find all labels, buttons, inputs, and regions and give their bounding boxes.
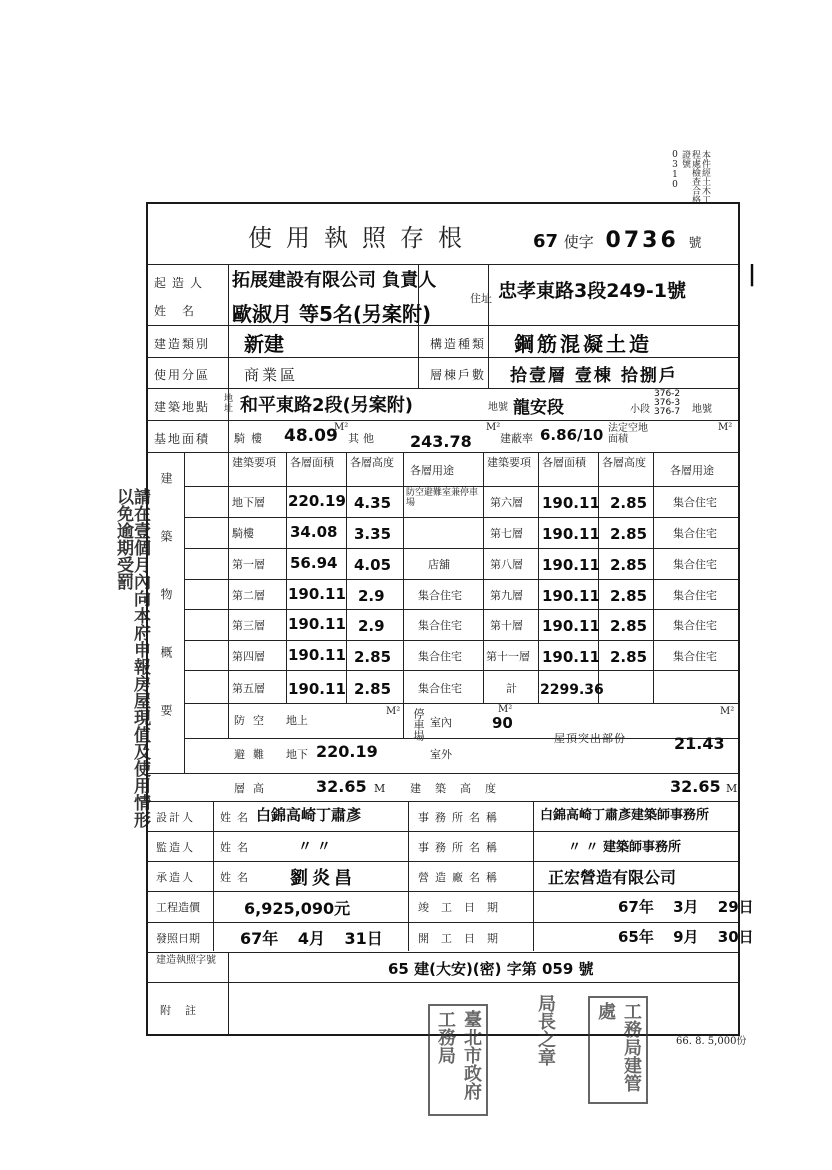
area-other-label: 其他 xyxy=(348,432,378,445)
print-run: 66. 8. 5,000份 xyxy=(676,1036,747,1047)
floor-area: 34.08 xyxy=(290,523,338,541)
floor-height: 2.85 xyxy=(354,680,392,698)
floor-area: 190.11 xyxy=(542,648,600,666)
floor-total-label: 計 xyxy=(506,682,517,695)
floor-name: 第七層 xyxy=(490,527,523,540)
hdr-right-height: 各層高度 xyxy=(602,456,646,469)
contractor-firm: 正宏營造有限公司 xyxy=(548,868,677,887)
builder-name-label: 姓名 xyxy=(154,304,211,318)
floor-area: 190.11 xyxy=(542,587,600,605)
floor-height: 2.85 xyxy=(610,556,648,574)
roof-value: 21.43 xyxy=(674,734,725,753)
contractor-label: 承造人 xyxy=(156,871,195,884)
floor-area: 190.11 xyxy=(288,680,346,698)
designer-label: 設計人 xyxy=(156,811,195,824)
builder-address-label: 住址 xyxy=(470,292,492,305)
license-digits: 0736 xyxy=(605,228,679,253)
hdr-right-area: 各層面積 xyxy=(542,456,586,469)
area-label: 基地面積 xyxy=(154,432,211,446)
builder-person: 歐淑月 等5名(另案附) xyxy=(232,302,432,326)
floor-name: 第六層 xyxy=(490,496,523,509)
floor-area: 190.11 xyxy=(542,617,600,635)
hdr-right-item: 建築要項 xyxy=(487,456,531,469)
start-label: 開工日期 xyxy=(418,932,510,945)
floor-area: 190.11 xyxy=(542,494,600,512)
floor-use: 集合住宅 xyxy=(418,589,462,602)
floor-area: 190.11 xyxy=(288,615,346,633)
supervisor-label: 監造人 xyxy=(156,841,195,854)
floor-height: 2.9 xyxy=(358,587,385,605)
designer-office: 白錦高崎丁肅彥建築師事務所 xyxy=(540,808,710,823)
supervisor-office-label: 事務所名稱 xyxy=(418,841,503,854)
cost-value: 6,925,090元 xyxy=(244,899,351,918)
hdr-left-area: 各層面積 xyxy=(290,456,334,469)
site-land-label: 地號 xyxy=(488,402,508,413)
inspection-stamp: 本件經土木工程處檢查合格證號0310 xyxy=(670,150,710,204)
floor-use: 集合住宅 xyxy=(673,558,717,571)
floor-height: 2.85 xyxy=(610,648,648,666)
site-addr-small: 地址 xyxy=(224,394,234,414)
area-other-value: 243.78 xyxy=(410,432,472,451)
director-seal: 局長之章 xyxy=(535,994,556,1066)
floor-name: 第三層 xyxy=(232,619,265,632)
bureau-seal: 臺北市政府工務局 xyxy=(428,1004,488,1116)
floor-name: 第十一層 xyxy=(486,650,530,663)
office-seal: 工務局建管處 xyxy=(588,996,648,1104)
parking-indoor: 室內 xyxy=(430,716,452,729)
floor-area: 190.11 xyxy=(288,646,346,664)
issue-label: 發照日期 xyxy=(156,932,200,945)
license-year: 67 xyxy=(533,231,559,252)
floor-name: 騎樓 xyxy=(232,527,254,540)
contractor-name-label: 姓名 xyxy=(220,871,254,884)
supervisor-office: 〃 〃 建築師事務所 xyxy=(568,840,682,855)
struct-value: 鋼筋混凝土造 xyxy=(514,332,652,356)
floor-total-area: 2299.36 xyxy=(540,682,604,698)
designer-name-label: 姓名 xyxy=(220,811,254,824)
floor-height-label: 層高 xyxy=(234,782,272,795)
roof-unit: M² xyxy=(720,706,735,717)
floor-use: 集合住宅 xyxy=(673,619,717,632)
designer-name: 白錦高崎丁肅彥 xyxy=(256,806,362,824)
site-land-value: 龍安段 xyxy=(513,398,564,418)
shelter-unit-1: M² xyxy=(386,706,401,717)
floor-use: 集合住宅 xyxy=(673,496,717,509)
issue-value: 67年 4月 31日 xyxy=(240,929,383,948)
floor-use: 集合住宅 xyxy=(418,650,462,663)
roof-label: 屋頂突出部份 xyxy=(554,732,626,745)
floor-name: 第八層 xyxy=(490,558,523,571)
hdr-left-item: 建築要項 xyxy=(232,456,276,469)
floor-name: 第五層 xyxy=(232,682,265,695)
license-number xyxy=(533,228,702,253)
parking-unit: M² xyxy=(498,704,513,715)
floor-area: 220.19 xyxy=(288,492,346,510)
hdr-left-height: 各層高度 xyxy=(350,456,394,469)
shelter-label-1: 防空 xyxy=(234,714,272,727)
type-value: 新建 xyxy=(244,332,284,356)
floor-use: 集合住宅 xyxy=(673,589,717,602)
contractor-firm-label: 營造廠名稱 xyxy=(418,871,503,884)
floor-height-value: 32.65 xyxy=(316,777,367,796)
area-arcade-value: 48.09 xyxy=(284,426,338,446)
remarks-label: 附註 xyxy=(160,1004,210,1017)
site-label: 建築地點 xyxy=(154,400,211,414)
floor-use: 集合住宅 xyxy=(673,527,717,540)
hdr-right-use: 各層用途 xyxy=(670,464,714,477)
designer-office-label: 事務所名稱 xyxy=(418,811,503,824)
floor-height: 2.85 xyxy=(610,525,648,543)
shelter-label-2: 避難 xyxy=(234,748,272,761)
floor-height: 4.05 xyxy=(354,556,392,574)
floor-use: 集合住宅 xyxy=(418,619,462,632)
shelter-below-value: 220.19 xyxy=(316,742,378,761)
parking-label: 停車場 xyxy=(412,708,425,741)
hdr-left-use: 各層用途 xyxy=(410,464,454,477)
floor-area: 190.11 xyxy=(288,585,346,603)
cost-label: 工程造價 xyxy=(156,901,200,914)
area-arcade-label: 騎樓 xyxy=(234,432,268,445)
floor-name: 第四層 xyxy=(232,650,265,663)
zone-label: 使用分區 xyxy=(154,368,211,382)
shelter-above: 地上 xyxy=(286,714,308,727)
units-value: 拾壹層 壹棟 拾捌戶 xyxy=(510,366,678,386)
license-suffix: 號 xyxy=(688,236,702,251)
site-value: 和平東路2段(另案附) xyxy=(240,395,413,416)
designated-unit: M² xyxy=(718,422,733,433)
floor-height: 2.85 xyxy=(610,617,648,635)
floor-use: 防空避難室兼停車場 xyxy=(406,488,479,508)
floor-name: 第十層 xyxy=(490,619,523,632)
floor-height: 2.85 xyxy=(610,587,648,605)
floor-name: 地下層 xyxy=(232,496,265,509)
floor-area: 190.11 xyxy=(542,525,600,543)
license-prefix: 使字 xyxy=(563,233,594,251)
site-num-label: 地號 xyxy=(692,404,712,415)
completion-label: 竣工日期 xyxy=(418,901,510,914)
floor-use: 集合住宅 xyxy=(673,650,717,663)
floor-area: 190.11 xyxy=(542,556,600,574)
builder-address: 忠孝東路3段249-1號 xyxy=(498,280,686,302)
contractor-name: 劉炎昌 xyxy=(290,868,356,889)
floor-height: 4.35 xyxy=(354,494,392,512)
parking-outdoor: 室外 xyxy=(430,748,452,761)
floor-use: 店舖 xyxy=(428,558,450,571)
floor-use: 集合住宅 xyxy=(418,682,462,695)
supervisor-name-label: 姓名 xyxy=(220,841,254,854)
builder-label: 起造人 xyxy=(154,276,209,290)
height-unit-1: M xyxy=(374,782,386,795)
side-note: 請在壹個月內向本府申報房屋現值及使用情形以免逾期受罰 xyxy=(113,488,150,828)
edge-mark: | xyxy=(748,262,757,287)
designated-label: 法定空地面積 xyxy=(608,423,648,445)
zone-value: 商業區 xyxy=(244,366,299,384)
permit-value: 65 建(大安)(密) 字第 059 號 xyxy=(388,960,594,978)
type-label: 建造類別 xyxy=(154,337,211,351)
form-title: 使用執照存根 xyxy=(248,224,476,252)
floors-section-label: 建築物概要 xyxy=(159,472,173,762)
area-unit-1: M² xyxy=(334,422,349,433)
permit-label: 建造執照字號 xyxy=(156,955,216,966)
floor-area: 56.94 xyxy=(290,554,338,572)
floor-height: 2.85 xyxy=(354,648,392,666)
floor-height: 2.85 xyxy=(610,494,648,512)
shelter-below: 地下 xyxy=(286,748,308,761)
site-sub-value: 376-2 376-3 376-7 xyxy=(654,389,681,417)
height-unit-2: M xyxy=(726,782,738,795)
start-value: 65年 9月 30日 xyxy=(618,928,754,946)
site-sub-label: 小段 xyxy=(630,404,650,415)
building-height-value: 32.65 xyxy=(670,777,721,796)
parking-indoor-value: 90 xyxy=(492,714,513,732)
struct-label: 構造種類 xyxy=(430,337,487,351)
area-unit-2: M² xyxy=(486,422,501,433)
floor-name: 第九層 xyxy=(490,589,523,602)
builder-company: 拓展建設有限公司 負責人 xyxy=(232,270,437,291)
building-height-label: 建築高度 xyxy=(410,782,510,795)
ratio-label: 建蔽率 xyxy=(500,432,533,445)
units-label: 層棟戶數 xyxy=(430,368,487,382)
license-form xyxy=(146,202,754,1036)
completion-value: 67年 3月 29日 xyxy=(618,898,754,916)
floor-name: 第二層 xyxy=(232,589,265,602)
floor-height: 2.9 xyxy=(358,617,385,635)
supervisor-name: 〃 〃 xyxy=(298,839,331,855)
floor-name: 第一層 xyxy=(232,558,265,571)
ratio-value: 6.86/10 xyxy=(540,426,604,444)
floor-height: 3.35 xyxy=(354,525,392,543)
